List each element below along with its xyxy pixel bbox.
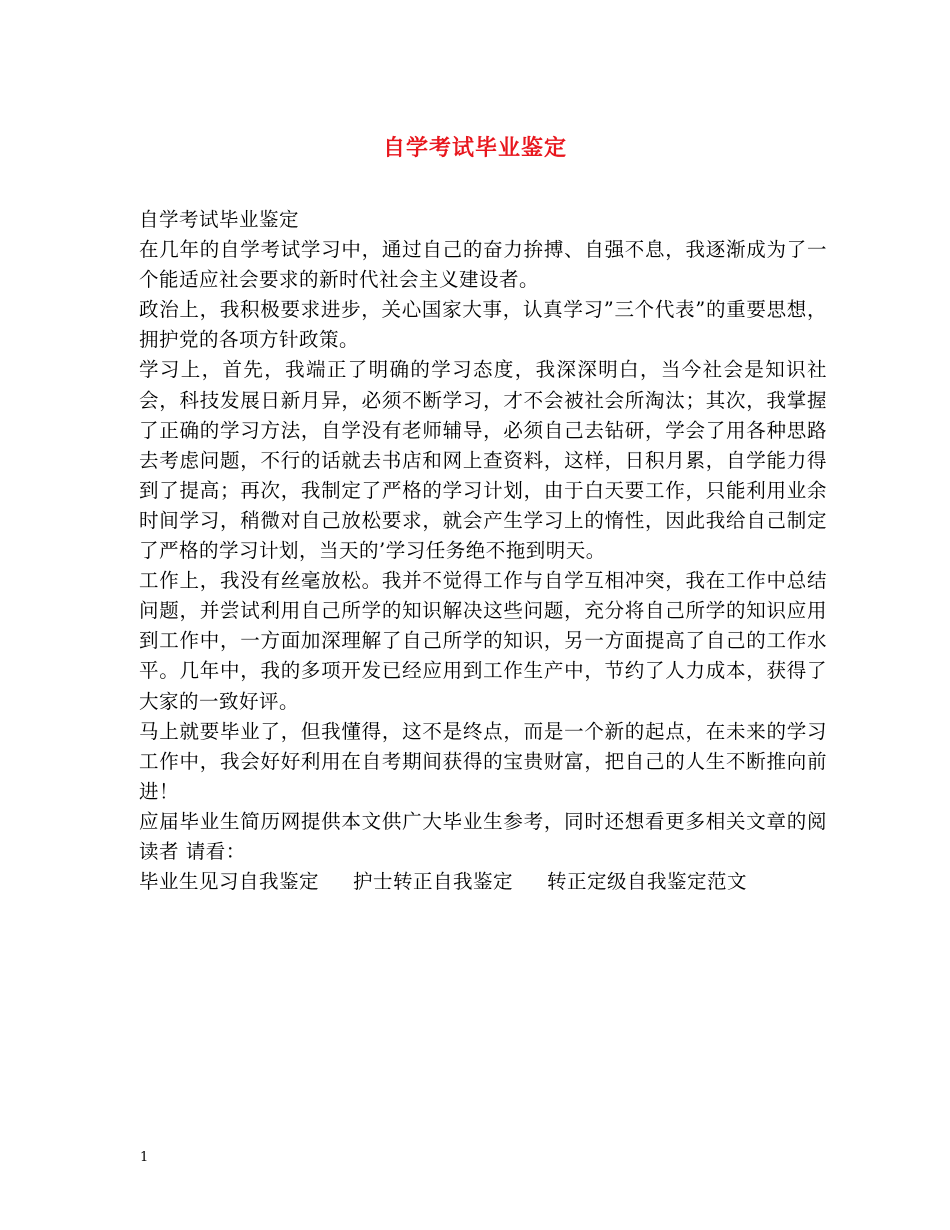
page-number: 1: [140, 1150, 149, 1165]
paragraph-politics: 政治上，我积极要求进步，关心国家大事，认真学习”三个代表”的重要思想，拥护党的各项方针政策。: [139, 298, 827, 352]
paragraph-intro: 在几年的自学考试学习中，通过自己的奋力拚搏、自强不息，我逐渐成为了一个能适应社会要求的新时代社会主义建设者。: [139, 238, 827, 292]
paragraph-conclusion: 马上就要毕业了，但我懂得，这不是终点，而是一个新的起点，在未来的学习工作中，我会好好利用在自考期间获得的宝贵财富，把自己的人生不断推向前进！: [139, 719, 827, 803]
paragraph-work: 工作上，我没有丝毫放松。我并不觉得工作与自学互相冲突，我在工作中总结问题，并尝试利用自己所学的知识解决这些问题，充分将自己所学的知识应用到工作中，一方面加深理解了自己所学的知识，另一方面提高了自己的工作水平。几年中，我的多项开发已经应用到工作生产中，节约了人力成本，获得了大家的一致好评。: [139, 569, 827, 713]
document-body: [139, 205, 827, 897]
related-link-intern-appraisal[interactable]: 毕业生见习自我鉴定: [139, 870, 320, 894]
related-link-regularization-appraisal[interactable]: 转正定级自我鉴定范文: [547, 870, 748, 894]
paragraph-heading: 自学考试毕业鉴定: [139, 208, 300, 231]
document-title: 自学考试毕业鉴定: [382, 135, 567, 161]
related-link-nurse-appraisal[interactable]: 护士转正自我鉴定: [353, 870, 514, 894]
related-links: [139, 867, 827, 897]
paragraph-study: 学习上，首先，我端正了明确的学习态度，我深深明白，当今社会是知识社会，科技发展日新月异，必须不断学习，才不会被社会所淘汰；其次，我掌握了正确的学习方法，自学没有老师辅导，必须自己去钻研，学会了用各种思路去考虑问题，不行的话就去书店和网上查资料，这样，日积月累，自学能力得到了提高；再次，我制定了严格的学习计划，由于白天要工作，只能利用业余时间学习，稍微对自己放松要求，就会产生学习上的惰性，因此我给自己制定了严格的学习计划，当天的’学习任务绝不拖到明天。: [139, 358, 827, 563]
paragraph-source-note: 应届毕业生简历网提供本文供广大毕业生参考，同时还想看更多相关文章的阅读者 请看：: [139, 809, 827, 863]
